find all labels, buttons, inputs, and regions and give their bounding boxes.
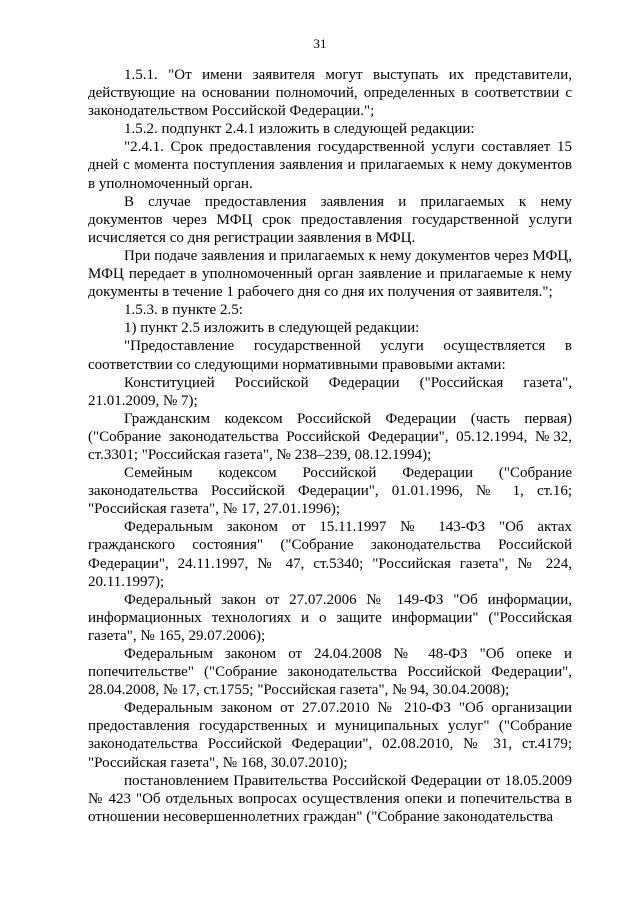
- paragraph: Федеральным законом от 27.07.2010 № 210-ФЗ "Об организации предоставления государственных и муниципальных услуг" ("Собрание законодательства Российской Федерации", 02.08.2010, № 31, ст.4179; "Российская газета", № 168, 30.07.2010);: [88, 700, 572, 771]
- paragraph: Семейным кодексом Российской Федерации ("Собрание законодательства Российской Федерации", 01.01.1996, № 1, ст.16; "Российская газета", № 17, 27.01.1996);: [88, 465, 572, 518]
- paragraph: 1.5.1. "От имени заявителя могут выступать их представители, действующие на основании полномочий, определенных в соответствии с законодательством Российской Федерации.";: [88, 67, 572, 120]
- paragraph: В случае предоставления заявления и прилагаемых к нему документов через МФЦ срок предоставления государственной услуги исчисляется со дня регистрации заявления в МФЦ.: [88, 193, 572, 246]
- paragraph: "Предоставление государственной услуги осуществляется в соответствии со следующими нормативными правовыми актами:: [88, 338, 572, 373]
- paragraph: 1.5.2. подпункт 2.4.1 изложить в следующей редакции:: [124, 121, 475, 138]
- paragraph: 1.5.3. в пункте 2.5:: [124, 302, 243, 319]
- paragraph: Федеральным законом от 24.04.2008 № 48-ФЗ "Об опеке и попечительстве" ("Собрание законодательства Российской Федерации", 28.04.2008, № 17, ст.1755; "Российская газета", № 94, 30.04.2008);: [88, 646, 572, 699]
- paragraph: Гражданским кодексом Российской Федерации (часть первая) ("Собрание законодательства Российской Федерации", 05.12.1994, №32, ст.3301; "Российская газета", № 238–239, 08.12.1994);: [88, 410, 572, 463]
- paragraph: 1) пункт 2.5 изложить в следующей редакции:: [124, 320, 420, 337]
- paragraph: Федеральный закон от 27.07.2006 № 149-ФЗ "Об информации, информационных технологиях и о защите информации" ("Российская газета", № 165, 29.07.2006);: [88, 591, 572, 644]
- paragraph: Федеральным законом от 15.11.1997 № 143-ФЗ "Об актах гражданского состояния" ("Собрание законодательства Российской Федерации", 24.11.1997, № 47, ст.5340; "Российская газета", № 224, 20.11.1997);: [88, 519, 572, 590]
- page-number: 31: [313, 36, 327, 51]
- paragraph: постановлением Правительства Российской Федерации от 18.05.2009 № 423 "Об отдельных вопросах осуществления опеки и попечительства в отношении несовершеннолетних граждан" ("Собрание законодательства: [88, 772, 572, 825]
- document-body: [88, 66, 572, 826]
- paragraph: "2.4.1. Срок предоставления государственной услуги составляет 15 дней с момента поступления заявления и прилагаемых к нему документов в уполномоченный орган.: [88, 139, 572, 192]
- paragraph: При подаче заявления и прилагаемых к нему документов через МФЦ, МФЦ передает в уполномоченный орган заявление и прилагаемые к нему документы в течение 1 рабочего дня со дня их получения от заявителя.";: [88, 247, 572, 301]
- paragraph: Конституцией Российской Федерации ("Российская газета", 21.01.2009, № 7);: [88, 374, 572, 409]
